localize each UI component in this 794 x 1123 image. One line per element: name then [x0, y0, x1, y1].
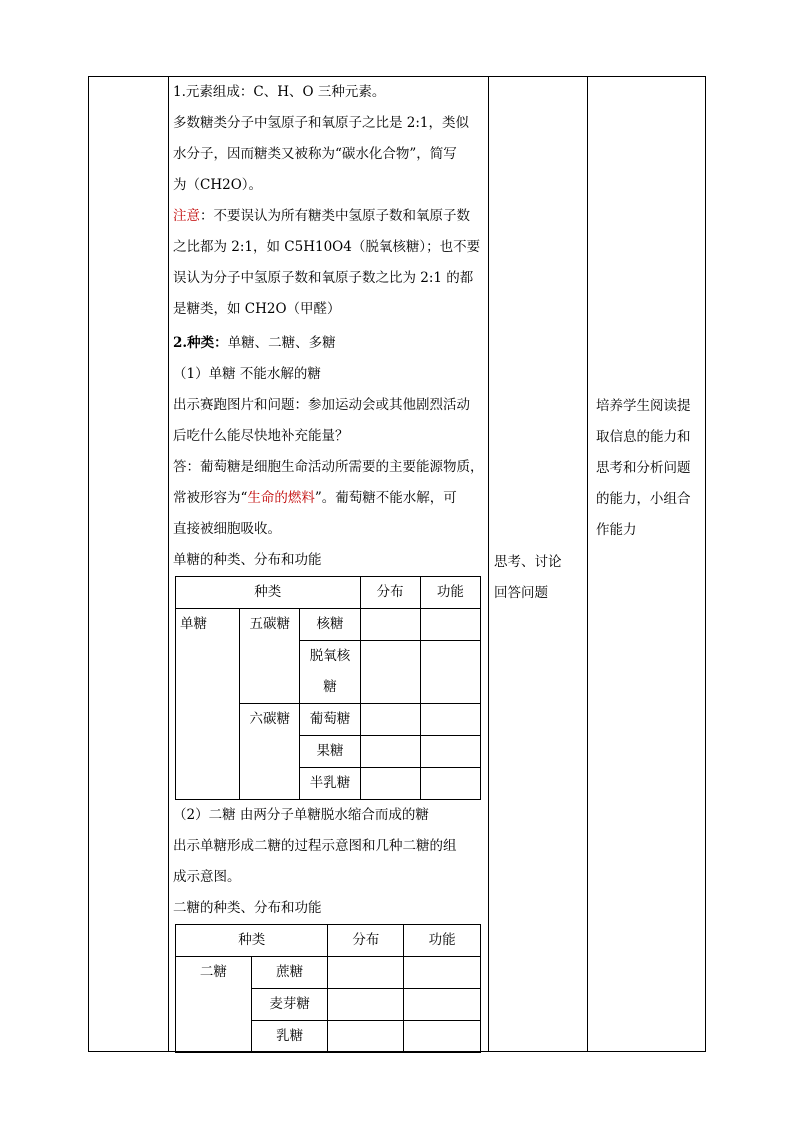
section-heading: 2.种类：单糖、二糖、多糖: [173, 335, 336, 351]
empty-cell: [404, 989, 481, 1021]
highlight-text: 生命的燃料: [247, 490, 315, 506]
content-line: 出示赛跑图片和问题：参加运动会或其他剧烈活动: [173, 397, 470, 413]
activity-line: 回答问题: [494, 585, 548, 601]
activity-line: 思考、讨论: [494, 554, 562, 570]
header-kind: 种类: [176, 925, 328, 957]
content-line: 为（CH2O）。: [173, 177, 263, 193]
empty-cell: [420, 768, 480, 800]
goal-line: 思考和分析问题: [596, 460, 691, 476]
empty-cell: [360, 609, 420, 641]
content-line: （1）单糖 不能水解的糖: [173, 366, 321, 382]
galactose-cell: 半乳糖: [300, 768, 360, 800]
column-divider: [488, 77, 489, 1051]
empty-cell: [328, 1021, 404, 1053]
empty-cell: [420, 641, 480, 704]
content-line: 成示意图。: [173, 869, 241, 885]
pentose-cell: 五碳糖: [240, 609, 300, 704]
empty-cell: [404, 1021, 481, 1053]
empty-cell: [420, 704, 480, 736]
content-line: 1.元素组成：C、H、O 三种元素。: [173, 84, 386, 100]
monosaccharide-table: [175, 576, 481, 800]
maltose-cell: 麦芽糖: [251, 989, 328, 1021]
goal-line: 取信息的能力和: [596, 429, 691, 445]
column-divider: [587, 77, 588, 1051]
sucrose-cell: 蔗糖: [251, 957, 328, 989]
disaccharide-table: [175, 924, 481, 1053]
content-line: 多数糖类分子中氢原子和氧原子之比是 2:1，类似: [173, 115, 470, 131]
goal-line: 作能力: [596, 522, 637, 538]
group-cell: 二糖: [176, 957, 252, 1053]
column-divider: [168, 77, 169, 1051]
note-label: 注意: [173, 208, 200, 224]
content-line: 出示单糖形成二糖的过程示意图和几种二糖的组: [173, 838, 457, 854]
goal-line: 的能力，小组合: [596, 491, 691, 507]
empty-cell: [420, 609, 480, 641]
header-distribution: 分布: [328, 925, 404, 957]
note-line: 注意：不要误认为所有糖类中氢原子数和氧原子数: [173, 208, 470, 224]
header-distribution: 分布: [360, 577, 420, 609]
empty-cell: [328, 957, 404, 989]
deoxyribose-cell: 脱氧核 糖: [300, 641, 360, 704]
content-line: 后吃什么能尽快地补充能量？: [173, 428, 349, 444]
empty-cell: [360, 704, 420, 736]
content-line: 水分子，因而糖类又被称为“碳水化合物”，简写: [173, 146, 457, 162]
lesson-plan-table: [88, 76, 706, 1052]
empty-cell: [328, 989, 404, 1021]
content-line: 直接被细胞吸收。: [173, 521, 281, 537]
hexose-cell: 六碳糖: [240, 704, 300, 800]
table-caption: 单糖的种类、分布和功能: [173, 552, 322, 568]
ribose-cell: 核糖: [300, 609, 360, 641]
group-cell: 单糖: [176, 609, 240, 800]
content-line: 常被形容为“生命的燃料”。葡萄糖不能水解，可: [173, 490, 457, 506]
table-caption: 二糖的种类、分布和功能: [173, 900, 322, 916]
empty-cell: [404, 957, 481, 989]
lactose-cell: 乳糖: [251, 1021, 328, 1053]
content-line: 之比都为 2:1，如 C5H10O4（脱氧核糖）；也不要: [173, 239, 481, 255]
header-function: 功能: [404, 925, 481, 957]
student-activity-column: [494, 547, 562, 609]
design-intent-column: [596, 391, 691, 546]
header-kind: 种类: [176, 577, 361, 609]
content-line: 误认为分子中氢原子数和氧原子数之比为 2:1 的都: [173, 270, 474, 286]
fructose-cell: 果糖: [300, 736, 360, 768]
content-line: 是糖类，如 CH2O（甲醛）: [173, 301, 341, 317]
header-function: 功能: [420, 577, 480, 609]
empty-cell: [420, 736, 480, 768]
empty-cell: [360, 768, 420, 800]
content-line: （2）二糖 由两分子单糖脱水缩合而成的糖: [173, 807, 429, 823]
empty-cell: [360, 736, 420, 768]
goal-line: 培养学生阅读提: [596, 398, 691, 414]
empty-cell: [360, 641, 420, 704]
content-line: 答：葡萄糖是细胞生命活动所需要的主要能源物质，: [173, 459, 484, 475]
glucose-cell: 葡萄糖: [300, 704, 360, 736]
